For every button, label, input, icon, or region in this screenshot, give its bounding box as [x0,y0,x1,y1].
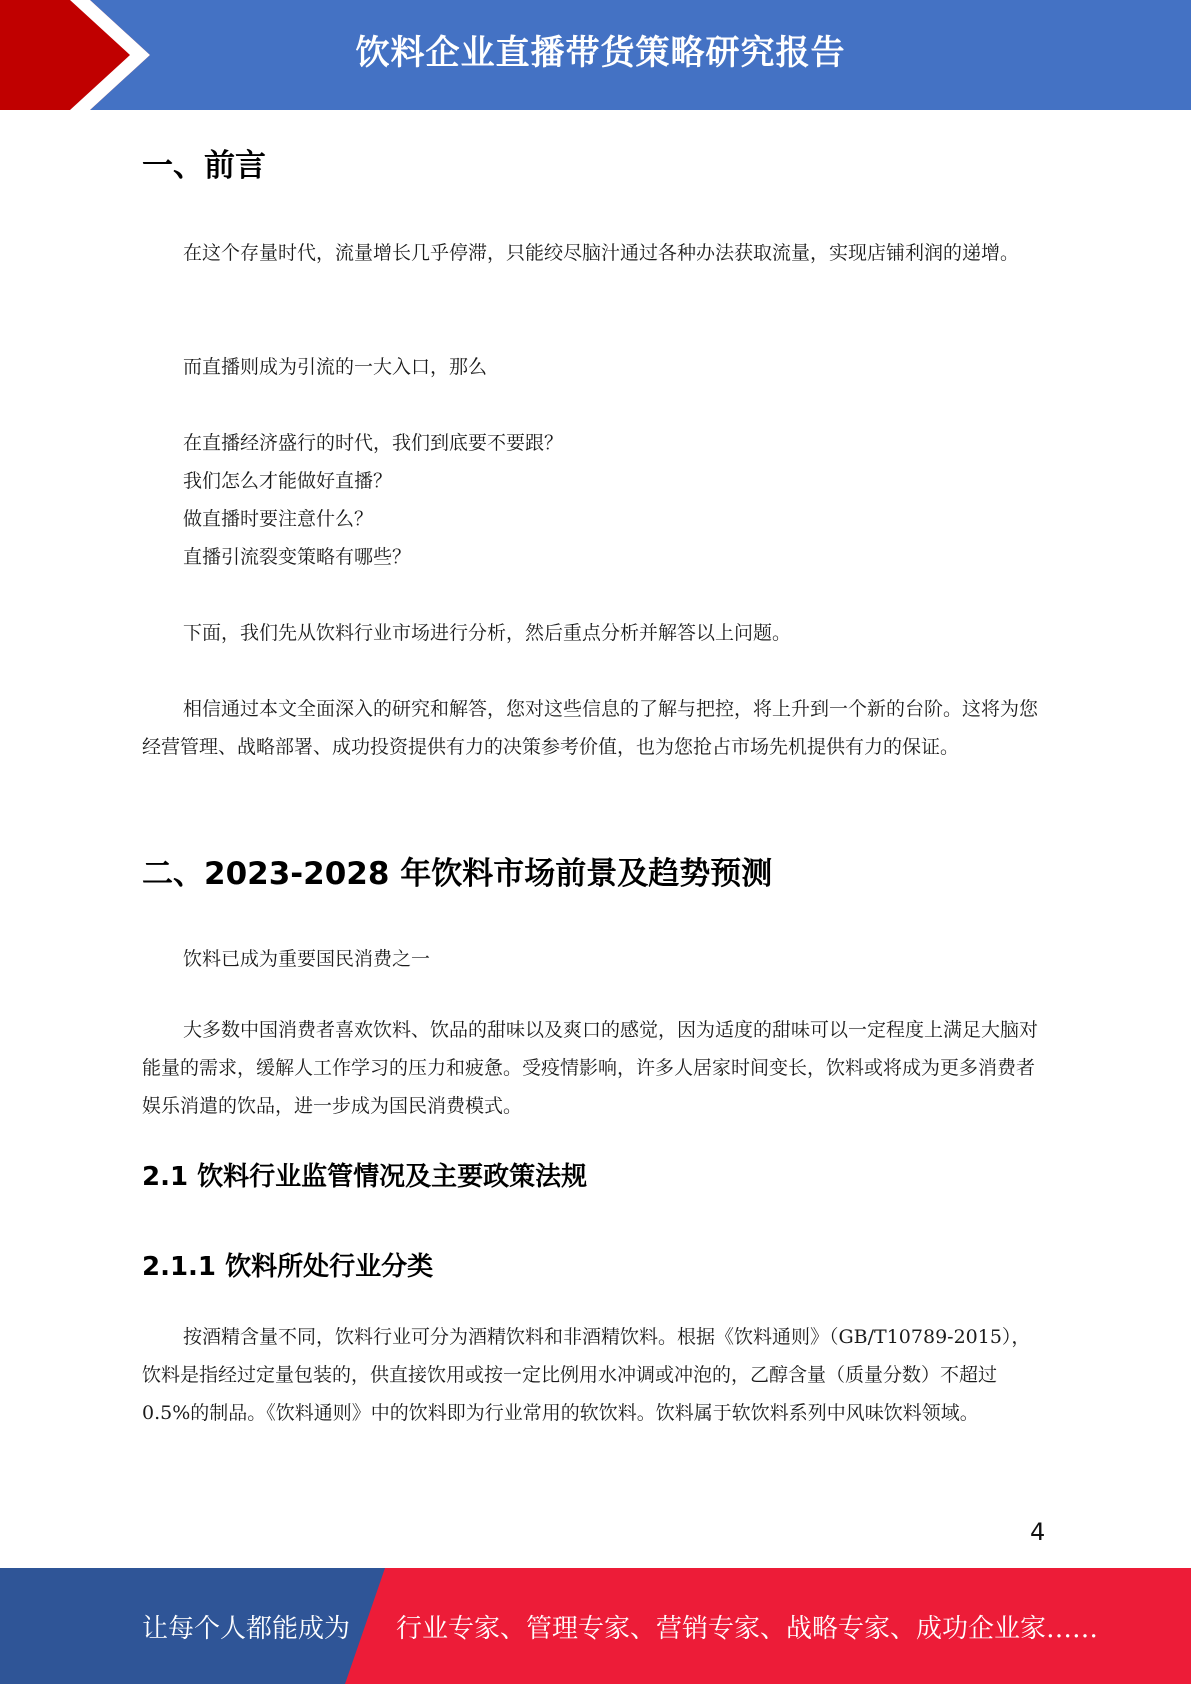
question-line-1: 在直播经济盛行的时代，我们到底要不要跟？ [183,432,564,454]
footer-slogan-left: 让每个人都能成为 [142,1614,351,1644]
subsection-heading-2-1: 2.1 饮料行业监管情况及主要政策法规 [142,1162,588,1192]
section-heading-preface: 一、前言 [142,148,266,184]
report-title: 饮料企业直播带货策略研究报告 [355,33,846,73]
question-line-4: 直播引流裂变策略有哪些？ [183,546,412,568]
page-number: 4 [1030,1518,1046,1546]
paragraph-preface-4: 相信通过本文全面深入的研究和解答，您对这些信息的了解与把控，将上升到一个新的台阶。这将为您经营管理、战略部署、成功投资提供有力的决策参考价值，也为您抢占市场先机提供有力的保证。 [142,698,1039,758]
paragraph-preface-2: 而直播则成为引流的一大入口，那么 [183,356,488,378]
footer-slogan-right: 行业专家、管理专家、营销专家、战略专家、成功企业家…… [396,1614,1099,1644]
header-band [0,0,1191,110]
question-line-3: 做直播时要注意什么？ [183,508,374,530]
paragraph-market-2: 大多数中国消费者喜欢饮料、饮品的甜味以及爽口的感觉，因为适度的甜味可以一定程度上满足大脑对能量的需求，缓解人工作学习的压力和疲惫。受疫情影响，许多人居家时间变长，饮料或将成为更多消费者娱乐消遣的饮品，进一步成为国民消费模式。 [142,1019,1039,1117]
subsection-heading-2-1-1: 2.1.1 饮料所处行业分类 [142,1252,434,1282]
question-line-2: 我们怎么才能做好直播？ [183,470,393,492]
footer-band [0,1568,1191,1684]
paragraph-preface-3: 下面，我们先从饮料行业市场进行分析，然后重点分析并解答以上问题。 [183,622,792,644]
paragraph-classification: 按酒精含量不同，饮料行业可分为酒精饮料和非酒精饮料。根据《饮料通则》（GB/T10789-2015），饮料是指经过定量包装的，供直接饮用或按一定比例用水冲调或冲泡的，乙醇含量（质量分数）不超过 0.5%的制品。《饮料通则》中的饮料即为行业常用的软饮料。饮料属于软饮料系列中风味饮料领域。 [142,1326,1031,1424]
paragraph-preface-1: 在这个存量时代，流量增长几乎停滞，只能绞尽脑汁通过各种办法获取流量，实现店铺利润的递增。 [183,242,1020,264]
section-heading-market-outlook: 二、2023-2028 年饮料市场前景及趋势预测 [142,856,773,892]
paragraph-market-1: 饮料已成为重要国民消费之一 [183,948,431,970]
